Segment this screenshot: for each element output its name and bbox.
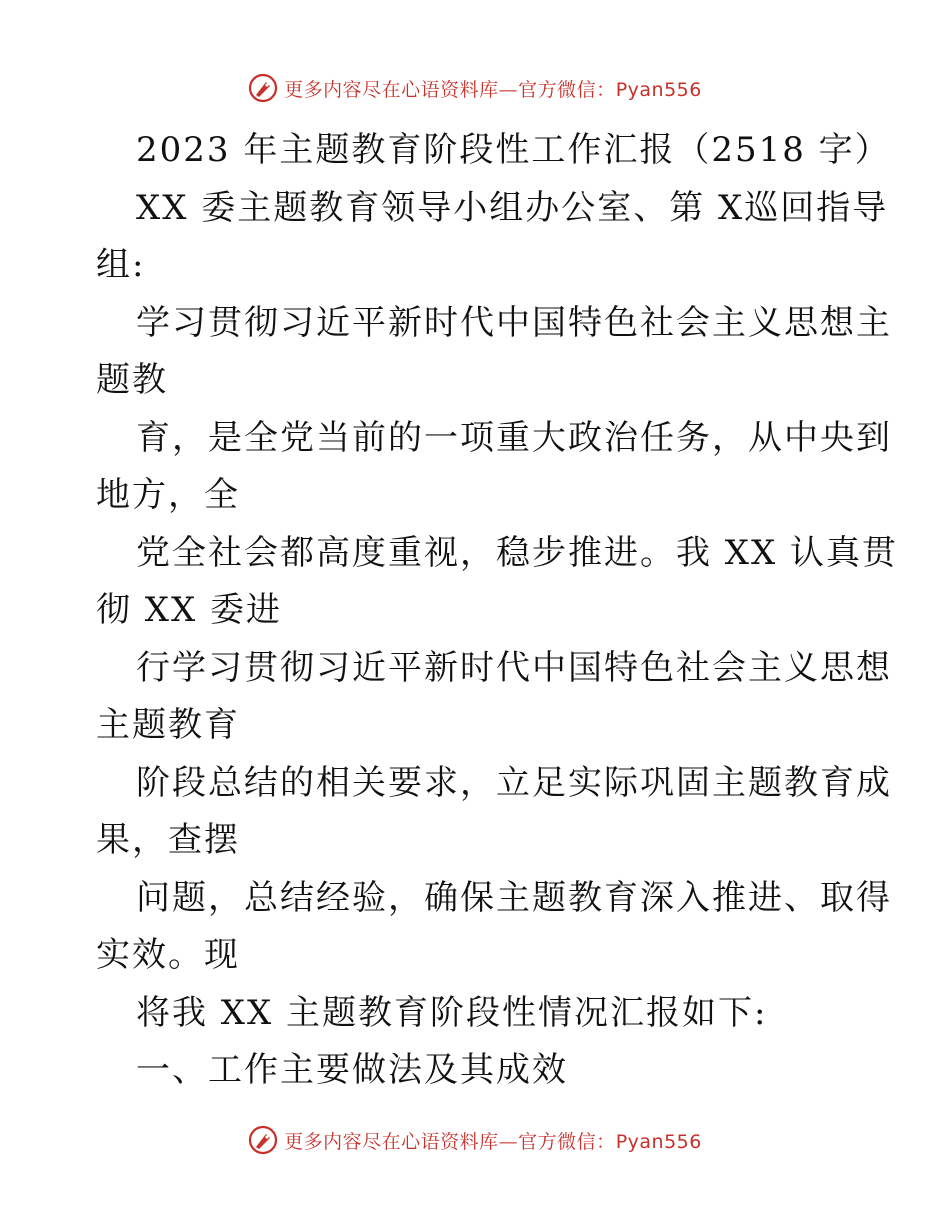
watermark-text [284,75,702,102]
watermark-wechat-label: 官方微信： [518,78,616,101]
paragraph-line: 题教 [96,360,168,400]
paragraph-line: 行学习贯彻习近平新时代中国特色社会主义思想 [136,647,892,688]
paragraph-line: 果，查摆 [96,820,240,860]
watermark-wechat-id: Pyan556 [615,78,702,101]
paragraph-line: 党全社会都高度重视，稳步推进。我 XX 认真贯 [136,532,899,573]
watermark-text [284,1127,702,1154]
watermark-site-text: 更多内容尽在心语资料库 [284,78,499,101]
paragraph-line: 彻 XX 委进 [96,590,283,630]
watermark-separator: — [498,78,519,101]
watermark-wechat-label: 官方微信： [518,1130,616,1153]
header-watermark [0,68,950,108]
footer-watermark [0,1120,950,1160]
document-title: 2023 年主题教育阶段性工作汇报（2518 字） [136,130,891,170]
watermark-site-text: 更多内容尽在心语资料库 [284,1130,499,1153]
watermark-separator: — [498,1130,519,1153]
addressee-line-cont: 组: [96,245,146,285]
section-heading: 一、工作主要做法及其成效 [136,1050,568,1090]
paragraph-line: 地方，全 [96,475,240,515]
paragraph-line: 阶段总结的相关要求，立足实际巩固主题教育成 [136,762,892,803]
paragraph-line: 将我 XX 主题教育阶段性情况汇报如下: [136,992,768,1033]
paragraph-line: 问题，总结经验，确保主题教育深入推进、取得 [136,877,892,918]
paragraph-line: 实效。现 [96,935,240,975]
pen-nib-logo-icon [248,73,278,103]
document-body [96,122,899,1100]
paragraph-line: 主题教育 [96,705,240,745]
paragraph-line: 育，是全党当前的一项重大政治任务，从中央到 [136,417,892,458]
paragraph-line: 学习贯彻习近平新时代中国特色社会主义思想主 [136,302,892,343]
watermark-wechat-id: Pyan556 [615,1130,702,1153]
pen-nib-logo-icon [248,1125,278,1155]
addressee-line: XX 委主题教育领导小组办公室、第 X巡回指导 [136,187,889,228]
